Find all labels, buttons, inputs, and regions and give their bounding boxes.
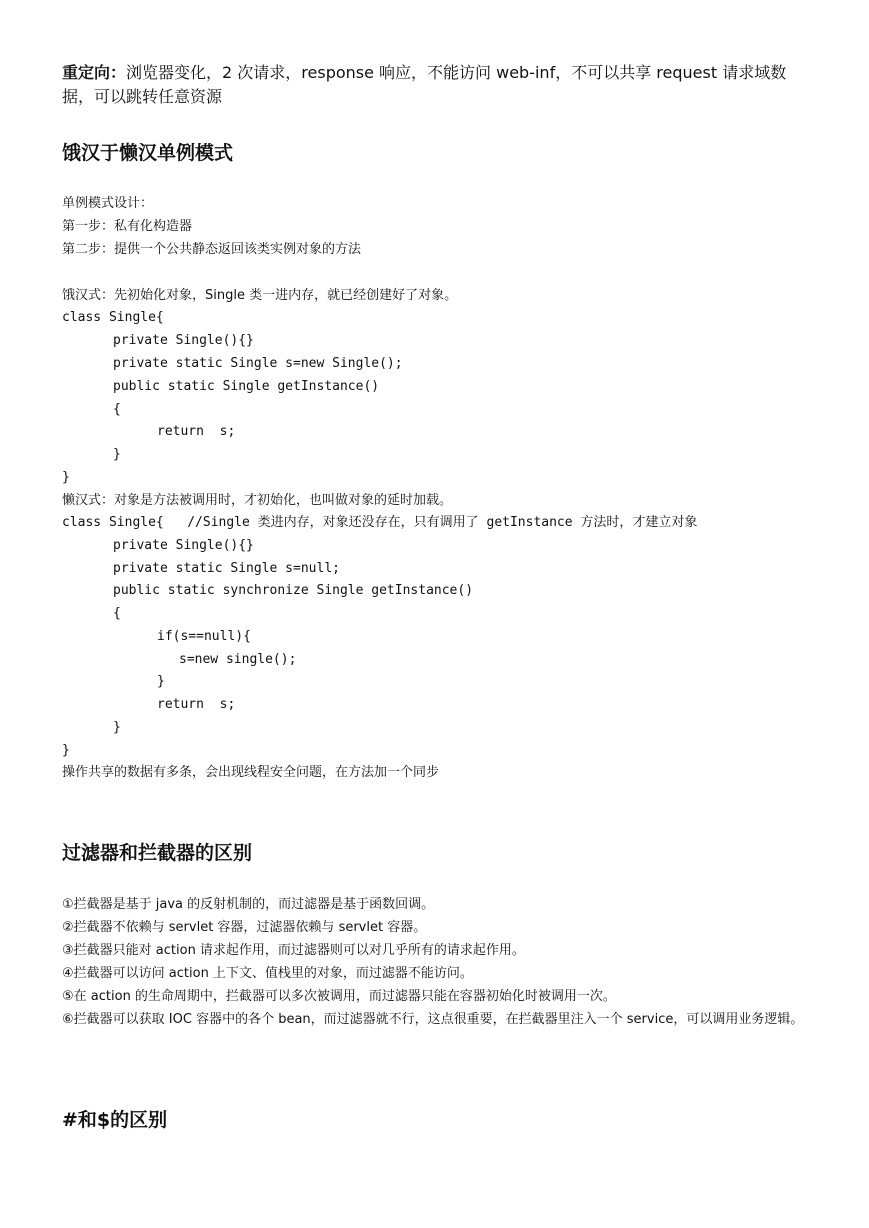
lazy-code-line: private Single(){} [113, 538, 254, 553]
eager-code-line: return s; [157, 424, 236, 439]
redirect-paragraph [62, 61, 812, 109]
lazy-code-line: class Single{ //Single 类进内存，对象还没存在，只有调用了 getInstance 方法时，才建立对象 [62, 515, 698, 530]
hash-dollar-heading: #和$的区别 [62, 1109, 168, 1131]
lazy-code-line: public static synchronize Single getInstance() [113, 583, 474, 598]
lazy-code-line: } [113, 720, 121, 735]
lazy-code-line: return s; [157, 697, 236, 712]
lazy-code-line: private static Single s=null; [113, 561, 340, 576]
filter-item: ④拦截器可以访问 action 上下文、值栈里的对象，而过滤器不能访问。 [62, 966, 473, 981]
lazy-code-line: s=new single(); [179, 652, 297, 667]
lazy-code-line: if(s==null){ [157, 629, 251, 644]
eager-code-line: private Single(){} [113, 333, 254, 348]
filter-item: ③拦截器只能对 action 请求起作用，而过滤器则可以对几乎所有的请求起作用。 [62, 943, 525, 958]
redirect-text: 浏览器变化，2 次请求，response 响应，不能访问 web-inf，不可以共享 request 请求域数据，可以跳转任意资源 [62, 63, 787, 106]
eager-code-line: class Single{ [62, 310, 164, 325]
eager-code-line: } [62, 470, 70, 485]
filter-heading: 过滤器和拦截器的区别 [62, 842, 253, 864]
lazy-code-line: { [113, 606, 121, 621]
singleton-intro-line: 单例模式设计： [62, 196, 154, 211]
lazy-code-line: } [157, 674, 165, 689]
eager-code-line: { [113, 402, 121, 417]
singleton-step2-line: 第二步：提供一个公共静态返回该类实例对象的方法 [62, 242, 362, 257]
eager-code-line: private static Single s=new Single(); [113, 356, 403, 371]
singleton-heading: 饿汉于懒汉单例模式 [62, 142, 234, 164]
filter-item: ⑥拦截器可以获取 IOC 容器中的各个 bean，而过滤器就不行，这点很重要，在拦截器里注入一个 service，可以调用业务逻辑。 [62, 1012, 804, 1027]
eager-title: 饿汉式：先初始化对象，Single 类一进内存，就已经创建好了对象。 [62, 288, 458, 303]
filter-item: ⑤在 action 的生命周期中，拦截器可以多次被调用，而过滤器只能在容器初始化时被调用一次。 [62, 989, 616, 1004]
filter-item: ①拦截器是基于 java 的反射机制的，而过滤器是基于函数回调。 [62, 897, 435, 912]
lazy-title: 懒汉式：对象是方法被调用时，才初始化，也叫做对象的延时加载。 [62, 493, 453, 508]
lazy-code-line: } [62, 743, 70, 758]
eager-code-line: } [113, 447, 121, 462]
eager-code-line: public static Single getInstance() [113, 379, 380, 394]
filter-item: ②拦截器不依赖与 servlet 容器，过滤器依赖与 servlet 容器。 [62, 920, 427, 935]
singleton-step1-line: 第一步：私有化构造器 [62, 219, 193, 234]
redirect-label: 重定向： [62, 63, 127, 82]
singleton-note: 操作共享的数据有多条，会出现线程安全问题，在方法加一个同步 [62, 765, 440, 780]
